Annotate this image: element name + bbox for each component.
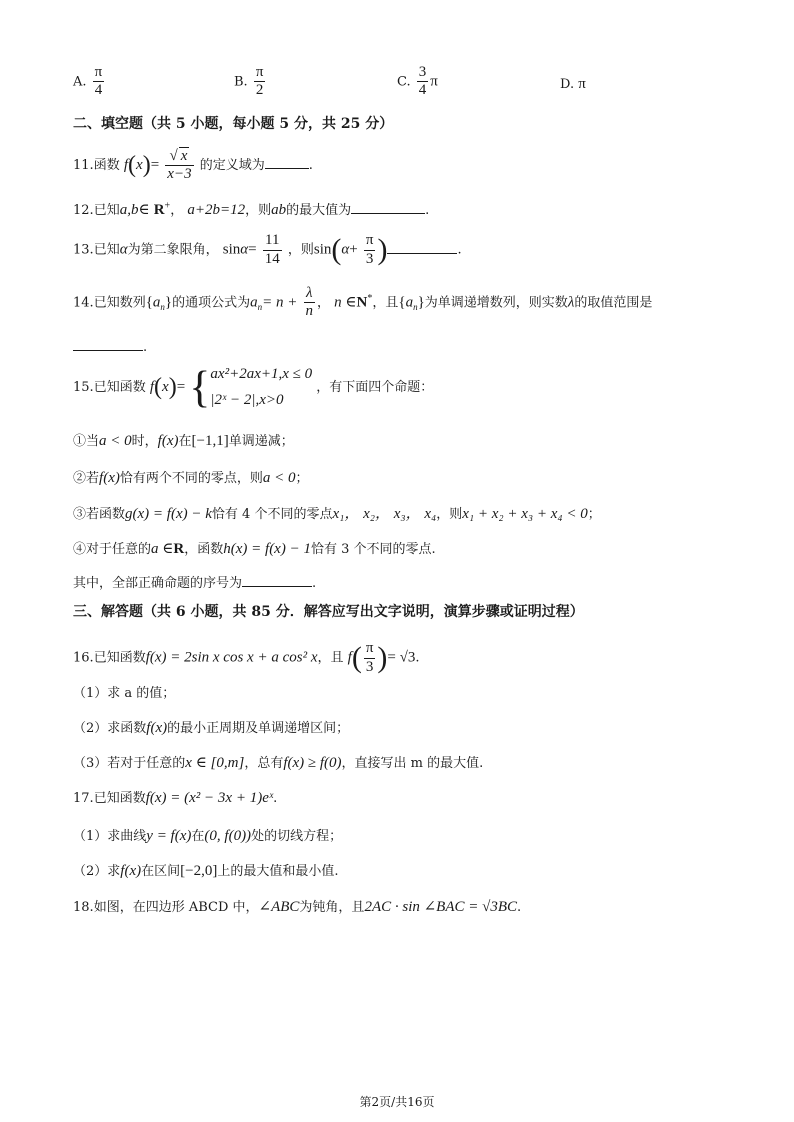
question-17: 17.已知函数f(x) = (x² − 3x + 1)eˣ.: [73, 790, 278, 806]
option-b-fraction: $\frac{\pi}{2}$: [255, 64, 264, 99]
section-title-fill-in: 二、填空题（共 5 小题，每小题 5 分，共 25 分）: [73, 116, 394, 132]
question-16-part-3: （3）若对于任意的x ∈ [0,m]，总有f(x) ≥ f(0)，直接写出 m 的最大值.: [73, 755, 484, 771]
proposition-1: ①当a < 0时，f(x)在[−1,1]单调递减；: [73, 433, 294, 449]
question-15: 15.已知函数 f(x)= { ax²+2ax+1,x ≤ 0 |2ˣ − 2|,x>0 ，有下面四个命题：: [73, 362, 434, 412]
q11-fraction: $\frac{√ x}{x-3}$: [167, 148, 192, 183]
q14-fraction: $\frac{\lambda}{n}$: [305, 285, 314, 320]
option-b[interactable]: B. $\frac{\pi}{2}$: [234, 64, 264, 99]
answer-blank-15[interactable]: [242, 573, 312, 587]
question-16-part-1: （1）求 a 的值；: [73, 686, 176, 701]
question-16-part-2: （2）求函数f(x)的最小正周期及单调递增区间；: [73, 720, 350, 736]
option-c[interactable]: C. $\frac{3}{4}$ π: [397, 64, 438, 99]
answer-blank-14[interactable]: [73, 337, 143, 351]
question-17-part-2: （2）求f(x)在区间[−2,0]上的最大值和最小值.: [73, 863, 339, 879]
question-12: 12.已知a,b∈ R+， a+2b=12，则ab的最大值为 .: [73, 200, 430, 218]
q13-fraction: $\frac{11}{14}$: [264, 232, 280, 267]
proposition-4: ④对于任意的a ∈R，函数h(x) = f(x) − 1恰有 3 个不同的零点.: [73, 541, 436, 557]
question-14: 14.已知数列$\{a_n\}$的通项公式为$a_n= n$ + $\frac{\lambda}{n}$ ， n ∈N*，且$\{a_n\}$为单调递增数列，则实数λ的取值范围是: [73, 285, 653, 320]
question-13: 13.已知α为第二象限角， sinα= $\frac{11}{14}$ ，则sin(α+ $\frac{\pi}{3}$ ) .: [73, 232, 462, 267]
page-number: 第2页/共16页: [359, 1095, 435, 1109]
question-11: 11.函数 f(x)= $\frac{√ x}{x-3}$ 的定义域为 .: [73, 148, 313, 183]
question-16: 16.已知函数f(x) = 2sin x cos x + a cos² x，且 f( $\frac{\pi}{3}$ )= √3.: [73, 640, 420, 675]
proposition-2: ②若f(x)恰有两个不同的零点，则a < 0；: [73, 470, 309, 486]
answer-blank-11[interactable]: [265, 155, 309, 169]
answer-blank-13[interactable]: [387, 240, 457, 254]
option-a-fraction: $\frac{\pi}{4}$: [94, 64, 103, 99]
question-18: 18.如图，在四边形 ABCD 中，∠ABC为钝角，且2AC · sin ∠BAC = √3BC.: [73, 899, 522, 915]
question-14-blank-line: .: [73, 337, 147, 356]
option-d[interactable]: D. π: [560, 76, 586, 92]
proposition-3: ③若函数g(x) = f(x) − k恰有 4 个不同的零点x₁， x₂， x₃， x₄，则x₁ + x₂ + x₃ + x₄ < 0；: [73, 506, 601, 522]
q16-fraction: $\frac{\pi}{3}$: [365, 640, 374, 675]
question-15-ask: 其中，全部正确命题的序号为 .: [73, 573, 316, 592]
option-c-fraction: $\frac{3}{4}$: [418, 64, 427, 99]
question-17-part-1: （1）求曲线y = f(x)在(0, f(0))处的切线方程；: [73, 828, 343, 844]
answer-blank-12[interactable]: [351, 200, 425, 214]
section-title-solutions: 三、解答题（共 6 小题，共 85 分．解答应写出文字说明，演算步骤或证明过程）: [73, 604, 584, 620]
q13-pi-fraction: $\frac{\pi}{3}$: [365, 232, 374, 267]
option-a[interactable]: A. $\frac{\pi}{4}$: [73, 64, 103, 99]
piecewise-function: { ax²+2ax+1,x ≤ 0 |2ˣ − 2|,x>0: [189, 362, 313, 412]
